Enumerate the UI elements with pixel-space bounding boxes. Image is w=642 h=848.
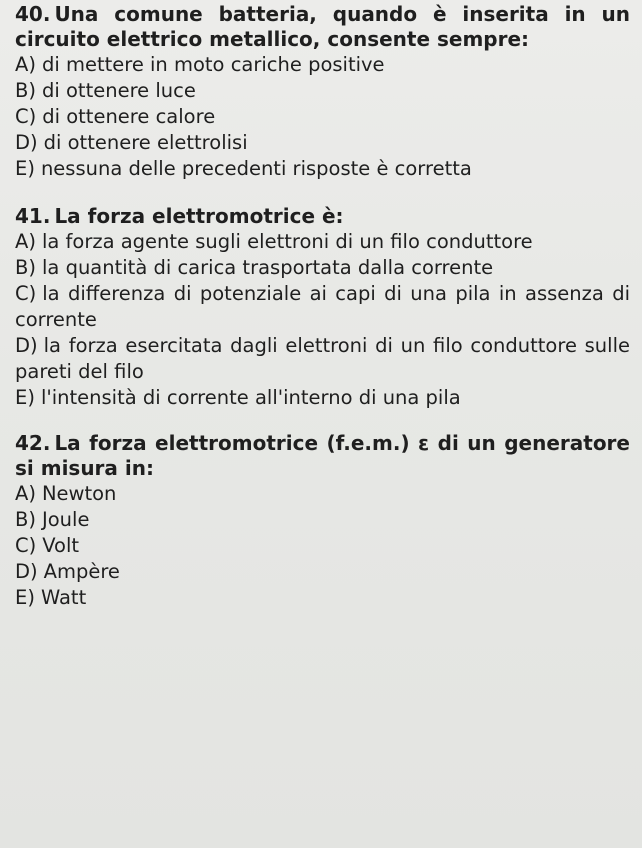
option-a <box>15 481 630 507</box>
option-c <box>15 533 630 559</box>
option-text: l'intensità di corrente all'interno di una pila <box>40 386 461 409</box>
option-letter: E) <box>15 157 35 180</box>
option-text: la forza esercitata dagli elettroni di un filo conduttore sulle pareti del filo <box>15 334 630 383</box>
option-letter: B) <box>15 79 36 102</box>
option-text: Watt <box>40 586 87 609</box>
option-c <box>15 281 630 333</box>
option-text: Volt <box>42 534 80 557</box>
option-letter: E) <box>15 586 35 609</box>
option-b <box>15 78 630 104</box>
option-text: nessuna delle precedenti risposte è corretta <box>40 157 472 180</box>
option-letter: D) <box>15 131 38 154</box>
option-letter: B) <box>15 508 36 531</box>
option-b <box>15 255 630 281</box>
option-letter: A) <box>15 230 36 253</box>
option-text: la quantità di carica trasportata dalla corrente <box>42 256 494 279</box>
option-letter: E) <box>15 386 35 409</box>
question-text: Una comune batteria, quando è inserita in un circuito elettrico metallico, consente sempre: <box>15 2 630 51</box>
question-text: La forza elettromotrice è: <box>54 204 344 228</box>
option-e <box>15 156 630 182</box>
question-42 <box>15 431 630 611</box>
option-letter: D) <box>15 560 38 583</box>
option-text: di ottenere luce <box>42 79 196 102</box>
option-text: di mettere in moto cariche positive <box>41 53 385 76</box>
option-letter: C) <box>15 282 37 305</box>
option-e <box>15 385 630 411</box>
option-a <box>15 52 630 78</box>
question-number: 42. <box>15 431 51 455</box>
question-number: 41. <box>15 204 51 228</box>
option-text: di ottenere elettrolisi <box>43 131 248 154</box>
option-text: Ampère <box>43 560 120 583</box>
question-spacer <box>15 411 630 431</box>
option-letter: C) <box>15 105 37 128</box>
option-letter: D) <box>15 334 38 357</box>
question-number: 40. <box>15 2 51 26</box>
questions-list <box>15 2 630 611</box>
question-stem <box>15 204 630 229</box>
option-text: la differenza di potenziale ai capi di una pila in assenza di corrente <box>15 282 630 331</box>
option-letter: C) <box>15 534 37 557</box>
option-letter: B) <box>15 256 36 279</box>
option-text: Newton <box>41 482 117 505</box>
option-b <box>15 507 630 533</box>
option-e <box>15 585 630 611</box>
option-letter: A) <box>15 482 36 505</box>
option-c <box>15 104 630 130</box>
option-d <box>15 333 630 385</box>
option-d <box>15 130 630 156</box>
question-40 <box>15 2 630 182</box>
option-d <box>15 559 630 585</box>
question-spacer <box>15 182 630 204</box>
option-text: la forza agente sugli elettroni di un filo conduttore <box>41 230 533 253</box>
question-text: La forza elettromotrice (f.e.m.) ε di un generatore si misura in: <box>15 431 630 480</box>
question-stem <box>15 2 630 52</box>
question-41 <box>15 204 630 411</box>
question-stem <box>15 431 630 481</box>
option-letter: A) <box>15 53 36 76</box>
option-text: di ottenere calore <box>42 105 216 128</box>
option-a <box>15 229 630 255</box>
option-text: Joule <box>42 508 90 531</box>
